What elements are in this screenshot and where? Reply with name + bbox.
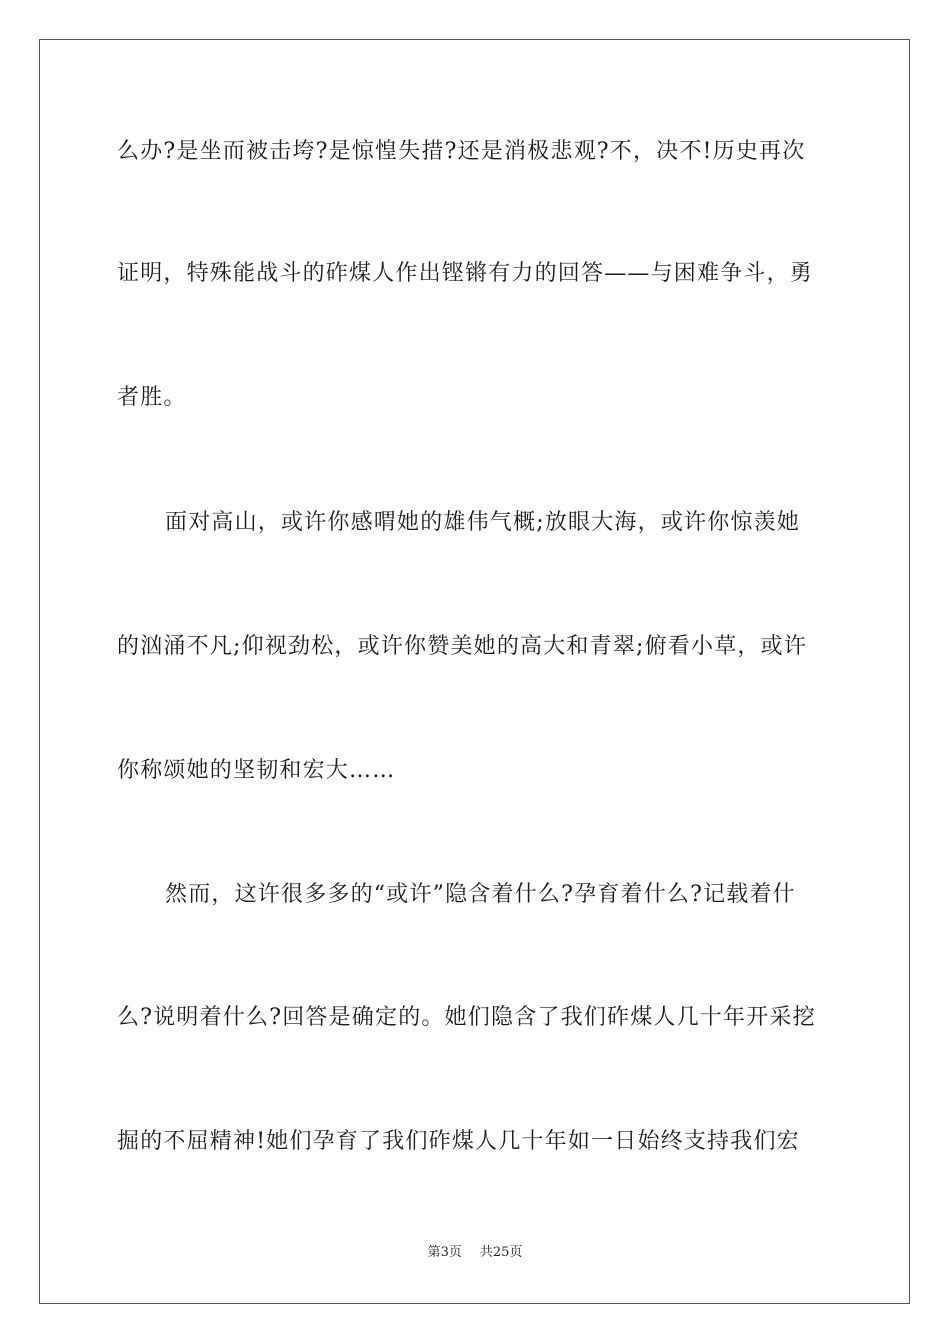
page-border (39, 39, 910, 1304)
page-total: 共25页 (479, 1245, 523, 1260)
page-footer (0, 1244, 950, 1262)
text-line-4: 面对高山，或许你感喟她的雄伟气概;放眼大海，或许你惊羡她 (165, 510, 801, 535)
text-line-8: 么?说明着什么?回答是确定的。她们隐含了我们砟煤人几十年开采挖 (117, 1005, 816, 1030)
text-line-6: 你称颂她的坚韧和宏大…… (117, 758, 396, 783)
text-line-5: 的汹涌不凡;仰视劲松，或许你赞美她的高大和青翠;俯看小草，或许 (117, 634, 808, 659)
page-number: 第3页 (427, 1245, 462, 1260)
text-line-1: 么办?是坐而被击垮?是惊惶失措?还是消极悲观?不，决不!历史再次 (117, 139, 806, 164)
text-line-2: 证明，特殊能战斗的砟煤人作出铿锵有力的回答——与困难争斗，勇 (117, 261, 814, 286)
text-line-7: 然而，这许很多多的“或许”隐含着什么?孕育着什么?记载着什 (165, 882, 796, 907)
text-line-9: 掘的不屈精神!她们孕育了我们砟煤人几十年如一日始终支持我们宏 (117, 1129, 800, 1154)
text-line-3: 者胜。 (117, 385, 187, 410)
